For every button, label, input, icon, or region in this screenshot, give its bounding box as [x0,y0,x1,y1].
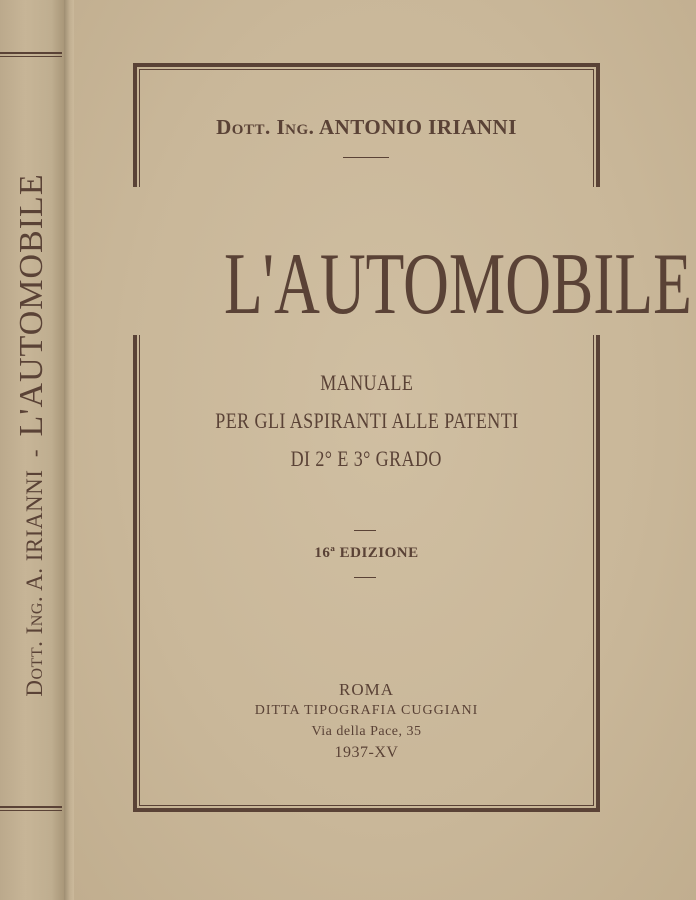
cover-author [133,115,600,140]
book-spine [0,0,64,900]
spine-text [13,173,51,696]
edition: 16ª EDIZIONE [314,545,419,561]
spine-fold [64,0,74,900]
subtitle-line-2: PER GLI ASPIRANTI ALLE PATENTI [214,408,519,433]
author-prefix: Dott. Ing. [216,115,315,139]
address: Via della Pace, 35 [311,724,422,739]
divider [343,157,389,158]
publisher: DITTA TIPOGRAFIA CUGGIANI [254,703,479,718]
divider [354,577,376,578]
spine-author: A. IRIANNI [22,469,47,591]
city: ROMA [338,680,394,699]
author-name: ANTONIO IRIANNI [318,115,517,139]
spine-separator: - [22,448,47,458]
year: 1937-XV [334,744,399,761]
spine-author-prefix: Dott. Ing. [22,595,47,697]
spine-bottom-rule [0,806,62,811]
book-title: L'AUTOMOBILE [223,236,692,333]
subtitle-line-3: DI 2° E 3° GRADO [290,446,443,471]
divider [354,530,376,531]
spine-title: L'AUTOMOBILE [13,173,50,437]
subtitle-line-1: MANUALE [319,370,414,395]
spine-top-rule [0,52,62,57]
